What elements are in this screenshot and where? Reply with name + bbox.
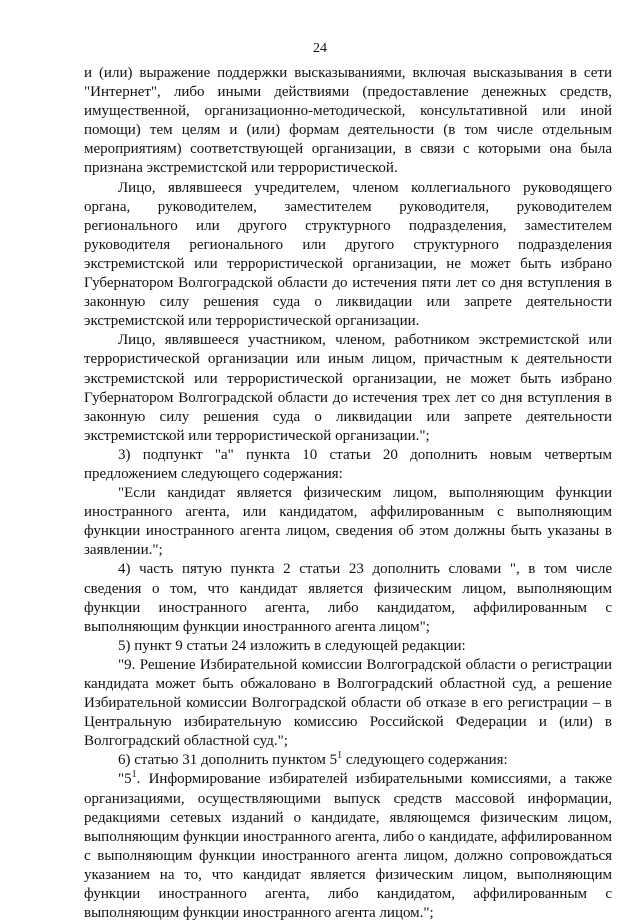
paragraph-item-6-quote <box>84 770 612 923</box>
item-6-text-before: 6) статью 31 дополнить пунктом 5 <box>118 752 338 769</box>
paragraph-item-3: 3) подпункт "а" пункта 10 статьи 20 дополнить новым четвертым предложением следующего содержания: <box>84 446 612 482</box>
item-6-text-after: следующего содержания: <box>342 752 508 769</box>
paragraph-founder-restriction: Лицо, являвшееся учредителем, членом коллегиального руководящего органа, руководителем, заместителем руководителя, руководителем регионального или другого структурного подразделения, заместителем руководителя регионального или другого структурного подразделения экстремистской или террористической организации, не может быть избрано Губернатором Волгоградской области до истечения пяти лет со дня вступления в законную силу решения суда о ликвидации или запрете деятельности экстремистской или террористической организации. <box>84 179 612 330</box>
paragraph-item-6 <box>84 751 612 770</box>
item-6-quote-superscript: 1 <box>131 769 137 781</box>
item-6-superscript: 1 <box>337 750 343 762</box>
paragraph-item-4: 4) часть пятую пункта 2 статьи 23 дополнить словами ", в том числе сведения о том, что кандидат является физическим лицом, выполняющим функции иностранного агента, либо кандидатом, аффилированным с выполняющим функции иностранного агента лицом"; <box>84 561 612 635</box>
document-body <box>84 64 612 923</box>
paragraph-foreign-support-clause: и (или) выражение поддержки высказываниями, включая высказывания в сети "Интернет", либо иными действиями (предоставление денежных средств, имущественной, организационно-методической, консультативной или иной помощи) тем целям и (или) формам деятельности (в том числе отдельным мероприятиям) соответствующей организации, в связи с которыми она была признана экстремистской или террористической. <box>84 65 612 177</box>
paragraph-participant-restriction: Лицо, являвшееся участником, членом, работником экстремистской или террористической организации или иным лицом, причастным к деятельности экстремистской или террористической организации, не может быть избрано Губернатором Волгоградской области до истечения трех лет со дня вступления в законную силу решения суда о ликвидации или запрете деятельности экстремистской или террористической организации."; <box>84 332 612 444</box>
paragraph-item-5: 5) пункт 9 статьи 24 изложить в следующей редакции: <box>118 637 466 654</box>
item-6-quote-text-after: . Информирование избирателей избирательными комиссиями, а также организациями, осуществляющими выпуск средств массовой информации, редакциями сетевых изданий о кандидате, являющемся физическим лицом, выполняющим функции иностранного агента, либо о кандидате, аффилированном с выполняющим функции иностранного агента лицом, должно сопровождаться указанием на то, что кандидат является физическим лицом, выполняющим функции иностранного агента, либо кандидатом, аффилированным с выполняющим функции иностранного агента лицом."; <box>84 771 612 922</box>
paragraph-item-3-quote: "Если кандидат является физическим лицом, выполняющим функции иностранного агента, или кандидатом, аффилированным с выполняющим функции иностранного агента лицом, сведения об этом должны быть указаны в заявлении."; <box>84 485 612 559</box>
paragraph-item-5-quote: "9. Решение Избирательной комиссии Волгоградской области о регистрации кандидата может быть обжаловано в Волгоградский областной суд, а решение Избирательной комиссии Волгоградской области об отказе в его регистрации – в Центральную избирательную комиссию Российской Федерации и (или) в Волгоградский областной суд."; <box>84 656 612 750</box>
item-6-quote-text-before: "5 <box>118 771 132 788</box>
page-number: 24 <box>313 41 327 56</box>
